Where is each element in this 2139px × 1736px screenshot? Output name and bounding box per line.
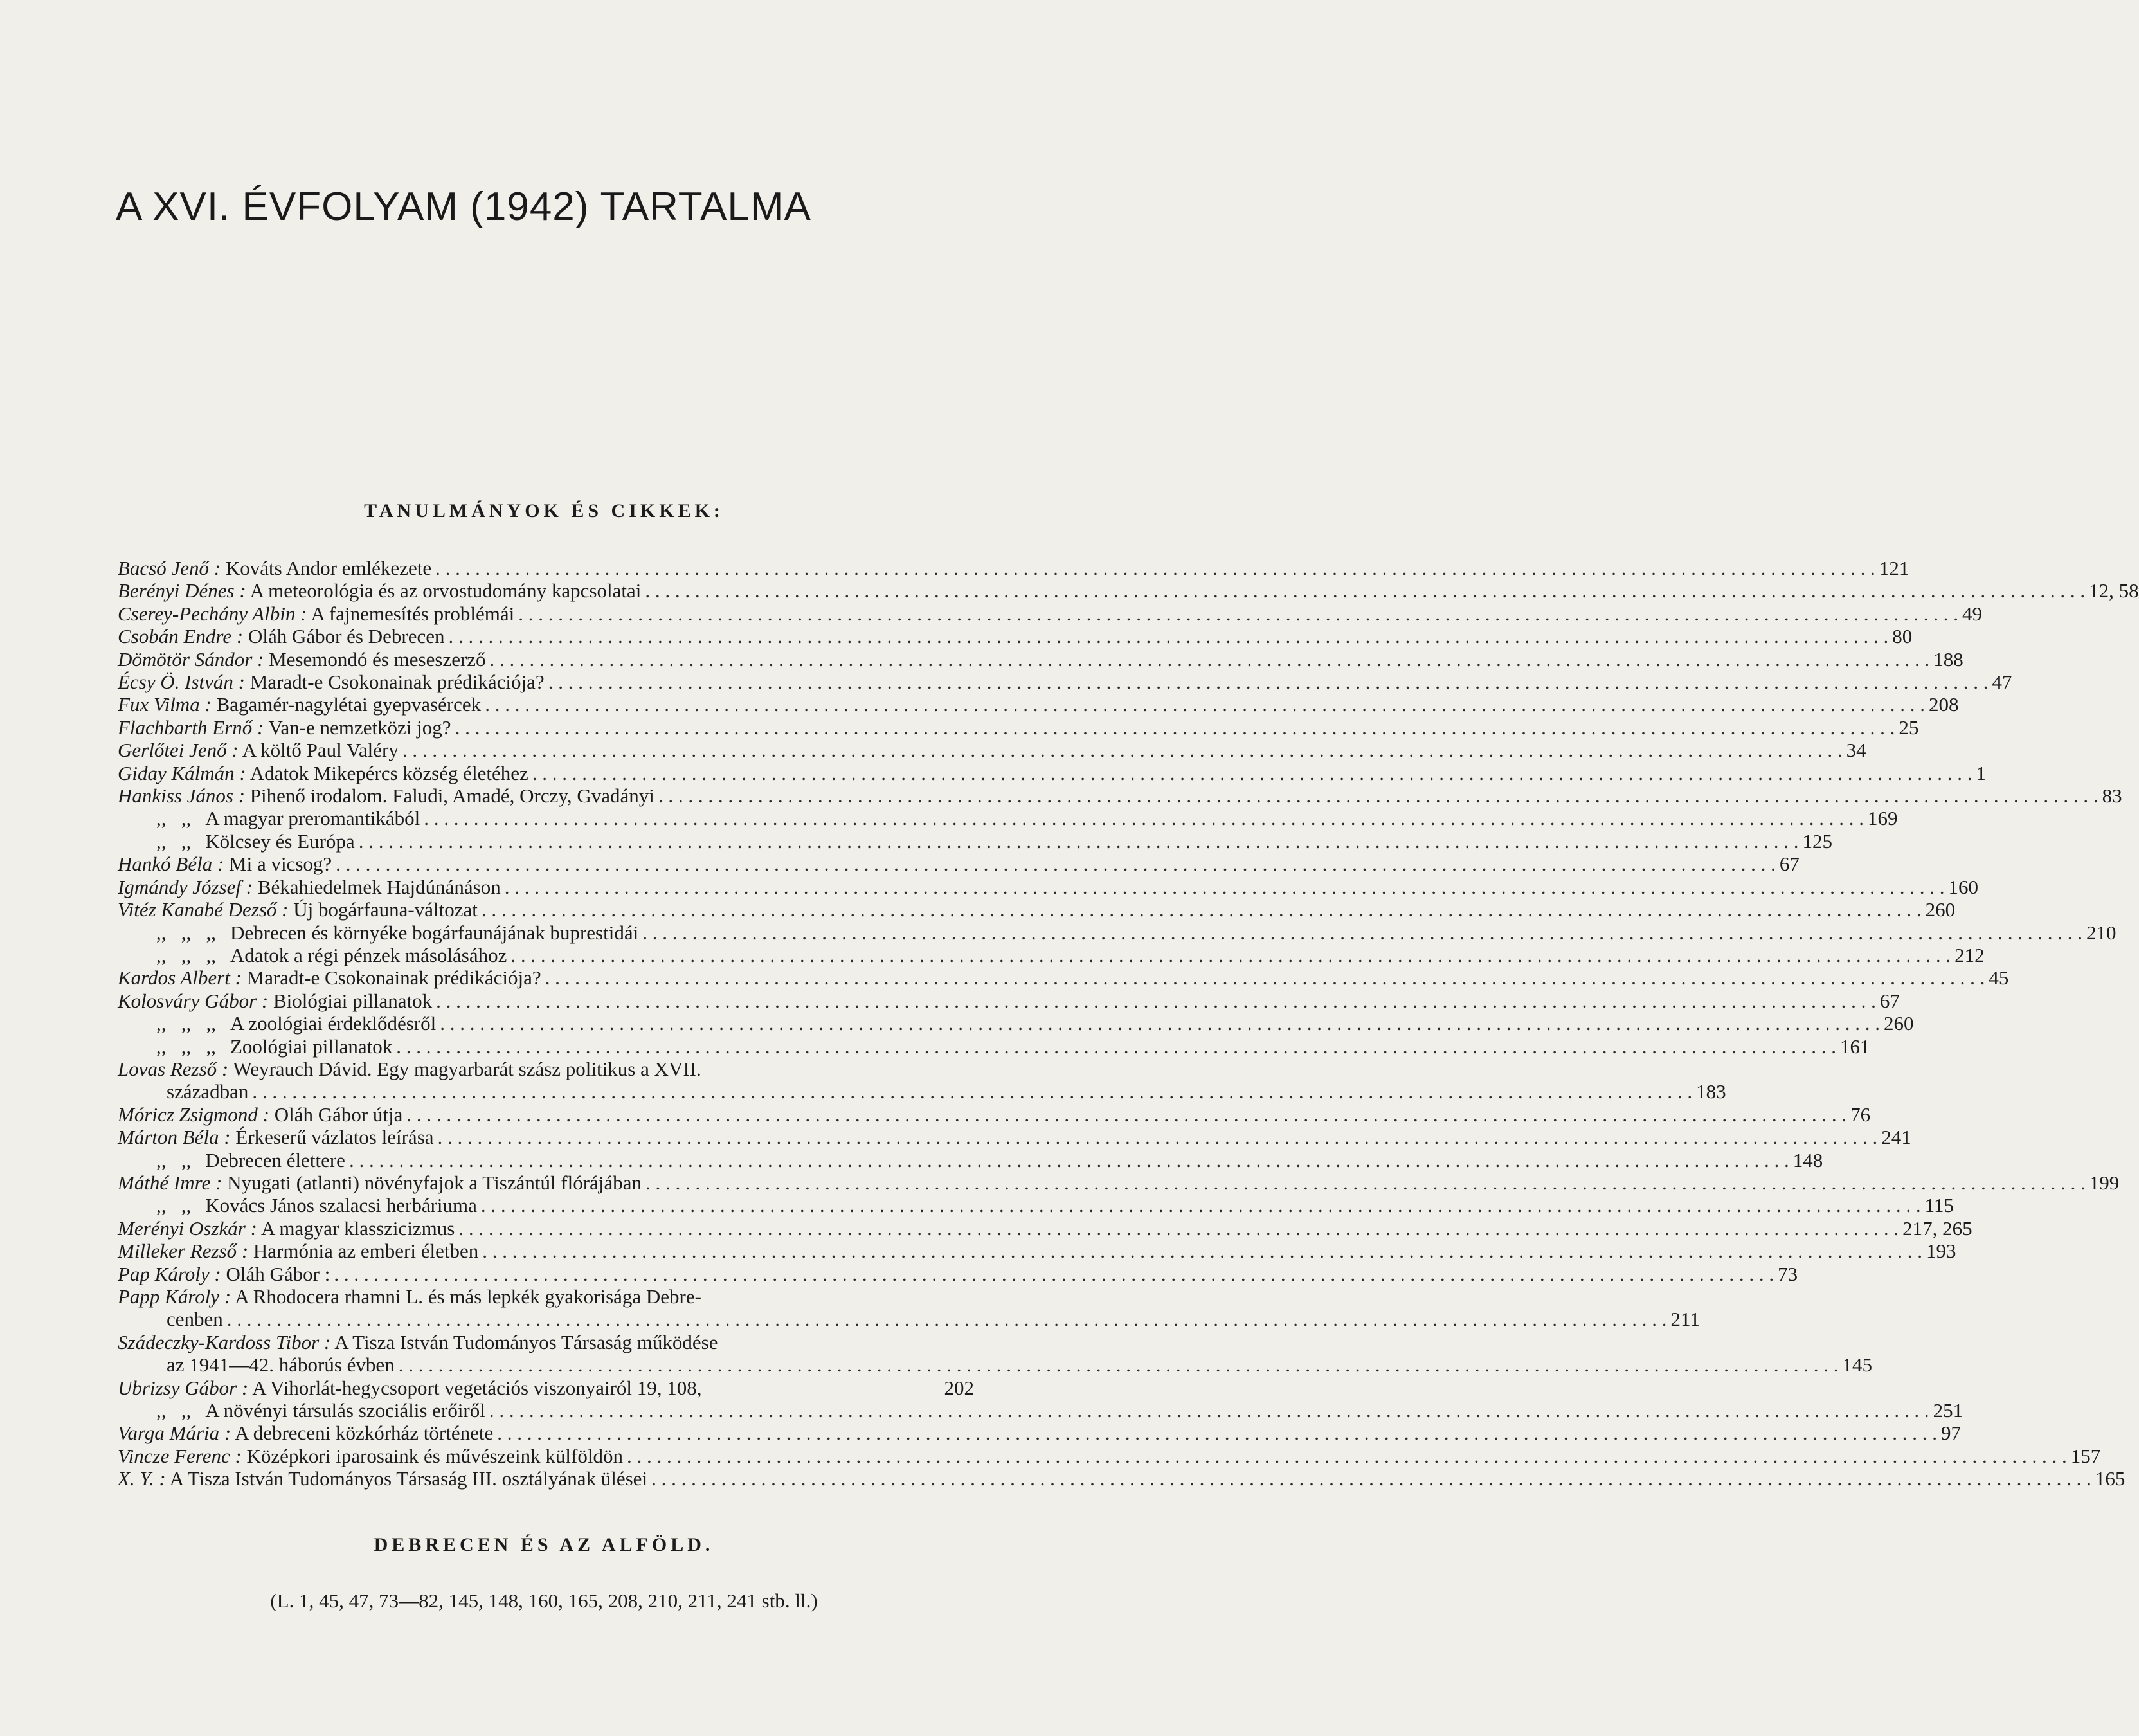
toc-entry xyxy=(118,1467,2125,1490)
toc-entry xyxy=(118,1012,1914,1035)
entry-author: Ubrizsy Gábor : xyxy=(118,1376,249,1399)
entry-pages: 97 xyxy=(1941,1422,1961,1445)
entry-pages: 80 xyxy=(1892,625,1913,648)
section-heading-debrecen: DEBRECEN ÉS AZ ALFÖLD. xyxy=(374,1534,714,1555)
entry-pages: 45 xyxy=(1989,966,2009,990)
entry-title: Weyrauch Dávid. Egy magyarbarát szász politikus a XVII. xyxy=(233,1057,701,1080)
leader-dots xyxy=(548,671,1989,693)
entry-text xyxy=(118,1171,642,1194)
leader-dots xyxy=(510,944,1951,966)
leader-dots xyxy=(489,1399,1929,1422)
ditto-mark: ,, ,, xyxy=(156,807,192,830)
entry-author: Márton Béla : xyxy=(118,1126,231,1149)
entry-title: Oláh Gábor útja xyxy=(274,1103,403,1126)
entry-text xyxy=(118,1353,395,1376)
leader-dots xyxy=(424,807,1864,829)
ditto-mark: ,, ,, ,, xyxy=(156,921,216,944)
entry-title-continuation: az 1941—42. háborús évben xyxy=(167,1353,395,1377)
entry-title: A növényi társulás szociális erőiről xyxy=(205,1399,485,1422)
entry-text xyxy=(118,853,332,875)
entry-text xyxy=(118,898,478,921)
entry-text xyxy=(118,784,654,807)
entry-text xyxy=(118,1422,493,1444)
entry-text xyxy=(118,921,638,944)
section-heading-articles: TANULMÁNYOK ÉS CIKKEK: xyxy=(364,500,724,521)
entry-pages: 1 xyxy=(1976,761,1987,784)
toc-entry xyxy=(118,1171,2120,1194)
entry-text xyxy=(118,762,528,784)
entry-text xyxy=(118,716,451,739)
entry-pages: 161 xyxy=(1840,1035,1870,1058)
entry-text xyxy=(118,557,431,579)
toc-entry xyxy=(118,625,1913,648)
entry-title: Adatok Mikepércs község életéhez xyxy=(249,761,528,784)
entry-title: Debrecen élettere xyxy=(205,1148,345,1171)
entry-text xyxy=(118,1012,436,1035)
toc-entry xyxy=(118,1399,1963,1422)
entry-text xyxy=(118,1445,623,1467)
entry-text xyxy=(118,1467,647,1490)
entry-pages: 199 xyxy=(2089,1171,2120,1194)
entry-title: A Tisza István Tudományos Társaság működése xyxy=(334,1330,718,1353)
entry-author: Igmándy József : xyxy=(118,875,253,898)
leader-dots xyxy=(455,716,1895,739)
entry-author: Merényi Oszkár : xyxy=(118,1216,257,1240)
entry-pages: 12, 58 xyxy=(2089,579,2139,602)
entry-title: Kováts Andor emlékezete xyxy=(225,557,432,579)
entry-author: Milleker Rezső : xyxy=(118,1240,249,1263)
toc-entry xyxy=(118,602,1982,625)
entry-title: A fajnemesítés problémái xyxy=(311,602,515,625)
toc-entry xyxy=(118,671,2012,694)
entry-text xyxy=(118,876,501,898)
entry-text xyxy=(118,807,420,829)
entry-title: A debreceni közkórház története xyxy=(235,1422,494,1445)
entry-title: A magyar preromantikából xyxy=(205,807,420,830)
leader-dots xyxy=(645,579,2085,602)
entry-author: X. Y. : xyxy=(118,1467,166,1490)
entry-author: Berényi Dénes : xyxy=(118,579,246,602)
entry-title: Mesemondó és meseszerző xyxy=(269,647,486,671)
entry-author: Fux Vilma : xyxy=(118,693,212,716)
entry-text xyxy=(118,648,486,671)
entry-pages: 217, 265 xyxy=(1902,1216,1972,1240)
leader-dots xyxy=(349,1149,1789,1171)
entry-author: Vincze Ferenc : xyxy=(118,1444,242,1467)
toc-entry xyxy=(118,693,1959,716)
entry-text xyxy=(118,1308,223,1330)
toc-entry xyxy=(118,966,2009,990)
entry-text xyxy=(118,693,481,716)
entry-author: Papp Károly : xyxy=(118,1285,231,1308)
leader-dots xyxy=(336,853,1776,875)
toc-entry-continuation xyxy=(118,1080,1726,1103)
entry-pages: 125 xyxy=(1802,829,1832,853)
toc-entry xyxy=(118,1240,1956,1263)
entry-pages: 47 xyxy=(1992,671,2012,694)
leader-dots xyxy=(482,1240,1922,1262)
entry-title: Pihenő irodalom. Faludi, Amadé, Orczy, Gvadányi xyxy=(249,784,654,808)
entry-text xyxy=(118,1194,477,1216)
entry-title: Kovács János szalacsi herbáriuma xyxy=(205,1194,477,1217)
entry-pages: 260 xyxy=(1925,898,1956,921)
leader-dots xyxy=(449,625,1889,647)
entry-title: Kölcsey és Európa xyxy=(205,829,355,853)
leader-dots xyxy=(518,602,1958,625)
toc-entry xyxy=(118,1194,1954,1217)
toc-entry xyxy=(118,921,2116,944)
entry-author: Dömötör Sándor : xyxy=(118,647,264,671)
entry-title: Oláh Gábor és Debrecen xyxy=(248,625,445,648)
entry-pages: 251 xyxy=(1933,1399,1963,1422)
entry-author: Hankó Béla : xyxy=(118,853,224,876)
entry-title: Maradt-e Csokonainak prédikációja? xyxy=(249,671,545,694)
leader-dots xyxy=(406,1103,1846,1126)
ditto-mark: ,, ,, xyxy=(156,829,192,853)
entry-pages: 67 xyxy=(1879,989,1900,1012)
toc-entry xyxy=(118,1126,1911,1149)
entry-pages: 67 xyxy=(1779,853,1800,876)
toc-entry xyxy=(118,807,1898,830)
entry-pages: 211 xyxy=(1670,1308,1700,1331)
leader-dots xyxy=(627,1445,2067,1467)
entry-pages: 148 xyxy=(1792,1148,1823,1171)
entry-title: Maradt-e Csokonainak prédikációja? xyxy=(246,966,541,990)
entry-text xyxy=(118,625,445,647)
entry-author: Bacsó Jenő : xyxy=(118,557,221,579)
entry-text xyxy=(118,1240,478,1262)
entry-author: Hankiss János : xyxy=(118,784,246,808)
entry-author: Écsy Ö. István : xyxy=(118,671,245,694)
ditto-mark: ,, ,, ,, xyxy=(156,1012,216,1035)
entry-text xyxy=(118,602,514,625)
entry-text xyxy=(118,1331,718,1353)
entry-text xyxy=(118,1149,345,1171)
entry-pages: 73 xyxy=(1778,1262,1798,1285)
toc-entry xyxy=(118,853,1800,876)
entry-title: Érkeserű vázlatos leírása xyxy=(235,1126,434,1149)
entry-pages: 83 xyxy=(2102,784,2122,808)
toc-entry xyxy=(118,784,2122,808)
toc-entry xyxy=(118,1216,1972,1240)
entry-text xyxy=(118,1058,701,1080)
leader-dots xyxy=(481,1194,1921,1216)
leader-dots xyxy=(438,1126,1878,1148)
entry-title-continuation: cenben xyxy=(167,1308,223,1331)
entry-text xyxy=(118,671,545,693)
entry-author: Szádeczky-Kardoss Tibor : xyxy=(118,1330,331,1353)
entry-author: Pap Károly : xyxy=(118,1262,221,1285)
toc-entry xyxy=(118,829,1832,853)
entry-text xyxy=(118,944,507,966)
toc-entry xyxy=(118,1148,1823,1171)
leader-dots xyxy=(645,1171,2086,1194)
leader-dots xyxy=(435,557,1875,579)
entry-title: Nyugati (atlanti) növényfajok a Tiszántúl flórájában xyxy=(227,1171,642,1194)
entry-author: Flachbarth Ernő : xyxy=(118,716,264,739)
entry-pages: 169 xyxy=(1868,807,1898,830)
ditto-mark: ,, ,, xyxy=(156,1399,192,1422)
leader-dots xyxy=(227,1308,1667,1330)
entry-title: Van-e nemzetközi jog? xyxy=(268,716,451,739)
leader-dots xyxy=(334,1263,1774,1285)
entry-title: Középkori iparosaink és művészeink külföldön xyxy=(246,1444,623,1467)
toc-entry xyxy=(118,647,1963,671)
entry-text xyxy=(118,1126,434,1148)
leader-dots xyxy=(658,784,2098,807)
entry-pages: 165 xyxy=(2095,1467,2125,1490)
entry-text xyxy=(118,1285,701,1308)
entry-author: Kolosváry Gábor : xyxy=(118,989,269,1012)
entry-pages: 241 xyxy=(1881,1126,1911,1149)
entry-title: A meteorológia és az orvostudomány kapcsolatai xyxy=(249,579,642,602)
entry-title: Oláh Gábor : xyxy=(226,1262,330,1285)
toc-entry xyxy=(118,1103,1871,1126)
entry-title: A zoológiai érdeklődésről xyxy=(230,1012,437,1035)
entry-author: Móricz Zsigmond : xyxy=(118,1103,269,1126)
entry-text xyxy=(118,1035,392,1058)
entry-title: Debrecen és környéke bogárfaunájának buprestidái xyxy=(230,921,639,944)
entry-pages: 34 xyxy=(1846,739,1866,762)
entry-text xyxy=(118,1103,402,1126)
entry-title-continuation: században xyxy=(167,1080,249,1103)
leader-dots xyxy=(532,762,1972,784)
toc-entry-continuation xyxy=(118,1353,1872,1377)
entry-title: Békahiedelmek Hajdúnánáson xyxy=(257,875,501,898)
entry-pages: 210 xyxy=(2086,921,2116,944)
leader-dots xyxy=(458,1217,1899,1240)
entry-pages: 193 xyxy=(1926,1240,1956,1263)
entry-title: A magyar klasszicizmus xyxy=(261,1216,455,1240)
ditto-mark: ,, ,, xyxy=(156,1194,192,1217)
entry-pages: 145 xyxy=(1842,1353,1872,1377)
entry-text xyxy=(118,966,541,989)
toc-entry xyxy=(118,1035,1870,1058)
toc-entry xyxy=(118,898,1956,921)
entry-pages: 115 xyxy=(1924,1194,1954,1217)
toc-entry xyxy=(118,1058,974,1080)
entry-title: A költő Paul Valéry xyxy=(242,739,399,762)
entry-pages: 160 xyxy=(1948,875,1978,898)
entry-text xyxy=(118,830,355,853)
ditto-mark: ,, ,, ,, xyxy=(156,943,216,966)
toc-entry xyxy=(118,1262,1798,1285)
leader-dots xyxy=(359,830,1799,853)
entry-title: Bagamér-nagylétai gyepvasércek xyxy=(216,693,482,716)
entry-text xyxy=(118,1399,485,1422)
entry-author: Máthé Imre : xyxy=(118,1171,222,1194)
entry-author: Varga Mária : xyxy=(118,1422,231,1445)
toc-entry xyxy=(118,579,2139,602)
entry-text xyxy=(118,1217,455,1240)
entry-author: Vitéz Kanabé Dezső : xyxy=(118,898,289,921)
ditto-mark: ,, ,, ,, xyxy=(156,1035,216,1058)
toc-entry xyxy=(118,1285,974,1308)
table-of-contents xyxy=(118,557,2139,1490)
leader-dots xyxy=(399,1353,1839,1376)
entry-pages: 25 xyxy=(1899,716,1919,739)
toc-entry xyxy=(118,557,1909,579)
leader-dots xyxy=(402,739,1843,761)
entry-text xyxy=(118,739,399,761)
entry-title: Biológiai pillanatok xyxy=(273,989,433,1012)
entry-title: Zoológiai pillanatok xyxy=(230,1035,393,1058)
entry-title: Harmónia az emberi életben xyxy=(253,1240,479,1263)
toc-entry xyxy=(118,875,1978,898)
leader-dots xyxy=(642,921,2082,944)
entry-title: Új bogárfauna-változat xyxy=(293,898,478,921)
entry-author: Lovas Rezső : xyxy=(118,1057,229,1080)
toc-entry xyxy=(118,1331,974,1353)
leader-dots xyxy=(436,990,1876,1012)
entry-text xyxy=(118,579,641,602)
entry-title: Mi a vicsog? xyxy=(229,853,332,876)
toc-entry xyxy=(118,989,1900,1012)
entry-title: A Tisza István Tudományos Társaság III. osztályának ülései xyxy=(169,1467,648,1490)
toc-entry-continuation xyxy=(118,1308,1700,1331)
leader-dots xyxy=(651,1467,2091,1490)
entry-pages: 49 xyxy=(1962,602,1982,625)
leader-dots xyxy=(440,1012,1880,1035)
toc-entry xyxy=(118,739,1866,762)
entry-pages: 202 xyxy=(944,1376,974,1399)
toc-entry xyxy=(118,943,1985,966)
entry-author: Gerlőtei Jenő : xyxy=(118,739,239,762)
entry-pages: 208 xyxy=(1928,693,1959,716)
entry-author: Csobán Endre : xyxy=(118,625,244,648)
entry-pages: 76 xyxy=(1850,1103,1871,1126)
entry-title: A Rhodocera rhamni L. és más lepkék gyakorisága Debre- xyxy=(235,1285,701,1308)
leader-dots xyxy=(485,693,1925,716)
leader-dots xyxy=(396,1035,1836,1058)
toc-entry xyxy=(118,716,1919,739)
leader-dots xyxy=(497,1422,1937,1444)
toc-entry xyxy=(118,761,1987,784)
entry-author: Giday Kálmán : xyxy=(118,761,246,784)
leader-dots xyxy=(252,1080,1692,1103)
entry-text xyxy=(118,1080,248,1103)
entry-pages: 157 xyxy=(2070,1444,2101,1467)
toc-entry xyxy=(118,1377,974,1399)
leader-dots xyxy=(490,648,1930,671)
entry-title: A Vihorlát-hegycsoport vegetációs viszonyairól 19, 108, xyxy=(252,1376,702,1399)
entry-pages: 183 xyxy=(1696,1080,1726,1103)
leader-dots xyxy=(545,966,1985,989)
entry-pages: 188 xyxy=(1933,647,1963,671)
entry-pages: 260 xyxy=(1884,1012,1914,1035)
entry-text xyxy=(118,990,432,1012)
entry-title: Adatok a régi pénzek másolásához xyxy=(230,943,507,966)
ditto-mark: ,, ,, xyxy=(156,1148,192,1171)
page-reference-note: (L. 1, 45, 47, 73—82, 145, 148, 160, 165, 208, 210, 211, 241 stb. ll.) xyxy=(270,1589,818,1612)
entry-pages: 212 xyxy=(1954,943,1985,966)
entry-pages: 121 xyxy=(1879,557,1909,579)
entry-text xyxy=(118,1263,330,1285)
leader-dots xyxy=(505,876,1945,898)
leader-dots xyxy=(482,898,1922,921)
entry-text xyxy=(118,1377,702,1399)
page-title: A XVI. ÉVFOLYAM (1942) TARTALMA xyxy=(116,185,811,229)
entry-author: Kardos Albert : xyxy=(118,966,242,990)
toc-entry xyxy=(118,1422,1961,1445)
entry-author: Cserey-Pechány Albin : xyxy=(118,602,307,625)
toc-entry xyxy=(118,1444,2101,1467)
